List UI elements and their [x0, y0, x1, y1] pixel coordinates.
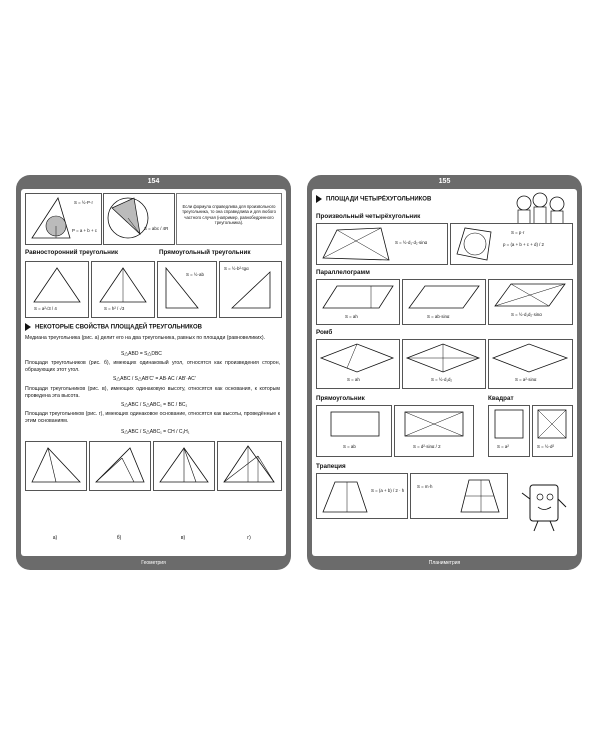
right-triangle-tg-figure: [219, 261, 282, 318]
trapezoid-midline-figure: [410, 473, 508, 519]
trapezoid-figure: [316, 473, 408, 519]
caption-c: в): [180, 535, 186, 541]
trap-mh-formula: S = m·h: [417, 484, 433, 489]
heading-rhombus: Ромб: [316, 329, 333, 336]
right-sheet: [312, 189, 577, 556]
left-sheet: [21, 189, 286, 556]
property-3: Площади треугольников (рис. в), имеющих одинаковую высоту, относятся как основания, к которым проведена эта высота.: [25, 386, 280, 400]
property-1: Медиана треугольника (рис. а) делит его на два треугольника, равных по площади (равновеликих).: [25, 335, 266, 341]
rect-diag-formula: S = d²·sinα / 2: [413, 444, 441, 449]
page-number-right: 155: [438, 178, 451, 185]
rect-ab-formula: S = ab: [343, 444, 356, 449]
equilateral-height-figure: [91, 261, 155, 318]
pr-formula: S = p·r: [511, 230, 525, 235]
rh-ah-formula: S = ah: [347, 377, 360, 382]
figure-c: [153, 441, 215, 491]
students-illustration: [512, 191, 572, 225]
page-number-left: 154: [147, 178, 160, 185]
figure-b: [89, 441, 151, 491]
heading-parallelogram: Параллелограмм: [316, 269, 370, 276]
left-page: [16, 175, 291, 570]
square-d-figure: [532, 405, 573, 457]
book-character-illustration: [518, 479, 572, 533]
property-2-formula: S△ABC / S△AB′C′ = AB·AC / AB′·AC′: [113, 376, 196, 382]
heading-main: [316, 195, 431, 203]
parallelogram-diag-figure: [488, 279, 573, 325]
right-ab-formula: S = ½·ab: [186, 272, 204, 277]
right-page: [307, 175, 582, 570]
diagonals-formula: S = ½·d₁·d₂·sinα: [395, 240, 428, 245]
heading-equilateral: Равносторонний треугольник: [25, 249, 118, 256]
caption-d: г): [247, 535, 251, 541]
circumcircle-formula: S = abc / 4R: [144, 226, 169, 231]
rhombus-sin-figure: [488, 339, 573, 389]
right-triangle-figure: [157, 261, 217, 318]
property-1-formula: S△ABD = S△DBC: [121, 351, 162, 357]
equilateral-figure: [25, 261, 89, 318]
arrow-bullet-icon: [25, 323, 31, 331]
caption-b: б): [116, 535, 122, 541]
square-a-figure: [488, 405, 530, 457]
heading-square: Квадрат: [488, 395, 514, 402]
property-3-formula: S△ABC / S△ABC₁ = BC / BC₁: [121, 402, 188, 408]
perimeter-formula: P = a + b + c: [72, 228, 97, 233]
heading-rectangle: Прямоугольник: [316, 395, 365, 402]
main-title: ПЛОЩАДИ ЧЕТЫРЁХУГОЛЬНИКОВ: [326, 196, 432, 203]
footer-left: Геометрия: [141, 560, 166, 566]
par-sin-formula: S = ab·sinα: [427, 314, 450, 319]
par-ah-formula: S = ah: [345, 314, 358, 319]
sq-d-formula: S = ½·d²: [537, 444, 554, 449]
heading-trapezoid: Трапеция: [316, 463, 346, 470]
footer-right: Планиметрия: [428, 560, 461, 566]
inscribed-circle-quad-figure: [450, 223, 573, 265]
rh-sin-formula: S = a²·sinα: [515, 377, 537, 382]
note-box: [176, 193, 282, 245]
right-tg-formula: S = ½·b²·tgα: [224, 266, 249, 271]
incircle-triangle-figure: [25, 193, 102, 245]
circumcircle-triangle-figure: [103, 193, 175, 245]
heading-arbitrary: Произвольный четырёхугольник: [316, 213, 421, 220]
trap-formula: S = (a + b) / 2 · h: [371, 488, 405, 493]
sq-a-formula: S = a²: [497, 444, 509, 449]
properties-title: НЕКОТОРЫЕ СВОЙСТВА ПЛОЩАДЕЙ ТРЕУГОЛЬНИКОВ: [35, 324, 202, 331]
semi-perimeter-formula: p = (a + b + c + d) / 2: [503, 242, 545, 247]
note-text: Если формула справедлива для произвольного треугольника, то она справедлива и для любого частного случая (например, равнобедренного треугольника).: [182, 204, 276, 226]
par-diag-formula: S = ½·d₁d₂·sinα: [511, 312, 542, 317]
rectangle-ab-figure: [316, 405, 392, 457]
parallelogram-ah-figure: [316, 279, 400, 325]
rh-diag-formula: S = ½·d₁d₂: [431, 377, 453, 382]
property-4-formula: S△ABC / S△ABC₁ = CH / C₁H₁: [121, 429, 190, 435]
property-4: Площади треугольников (рис. г), имеющих одинаковое основание, относятся как высоты, проведённые к этим основаниям.: [25, 411, 280, 425]
figure-d: [217, 441, 282, 491]
rectangle-diag-figure: [394, 405, 474, 457]
caption-a: а): [52, 535, 58, 541]
heading-right-triangle: Прямоугольный треугольник: [159, 249, 251, 256]
heading-properties: [25, 323, 202, 331]
rhombus-ah-figure: [316, 339, 400, 389]
property-2: Площади треугольников (рис. б), имеющих одинаковый угол, относятся как произведения сторон, образующих этот угол.: [25, 360, 280, 374]
equilateral-height-formula: S = h² / √3: [104, 306, 125, 311]
parallelogram-sin-figure: [402, 279, 486, 325]
rhombus-diag-figure: [402, 339, 486, 389]
arbitrary-quad-diagonals-figure: [316, 223, 448, 265]
incircle-formula: S = ½·P·r: [74, 200, 93, 205]
arrow-bullet-icon: [316, 195, 322, 203]
equilateral-formula: S = a²√3 / 4: [34, 306, 57, 311]
figure-a: [25, 441, 87, 491]
